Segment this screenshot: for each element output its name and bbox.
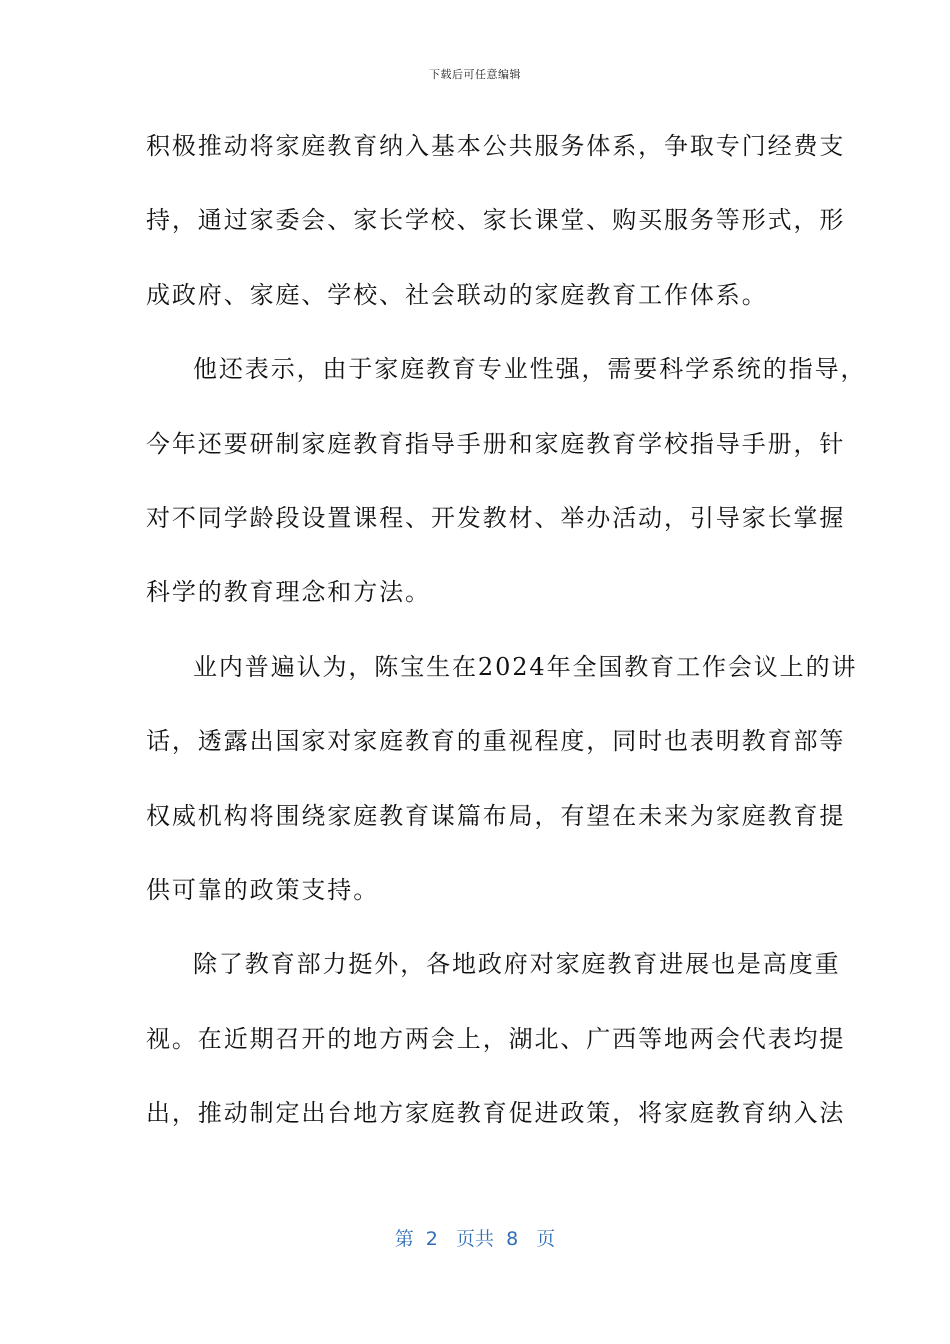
text-line: 对不同学龄段设置课程、开发教材、举办活动，引导家长掌握 xyxy=(146,503,846,532)
page-number-footer: 第 2 页共 8 页 xyxy=(394,1228,556,1250)
text-line: 视。在近期召开的地方两会上，湖北、广西等地两会代表均提 xyxy=(146,1024,846,1053)
paragraph-start-line: 他还表示，由于家庭教育专业性强，需要科学系统的指导， xyxy=(193,355,867,384)
text-line: 出，推动制定出台地方家庭教育促进政策，将家庭教育纳入法 xyxy=(146,1099,846,1128)
text-line: 积极推动将家庭教育纳入基本公共服务体系，争取专门经费支 xyxy=(146,132,846,160)
page-header: 下载后可任意编辑 xyxy=(429,68,521,81)
text-line: 今年还要研制家庭教育指导手册和家庭教育学校指导手册，针 xyxy=(146,429,846,458)
text-line: 话，透露出国家对家庭教育的重视程度，同时也表明教育部等 xyxy=(146,727,846,756)
text-line: 持，通过家委会、家长学校、家长课堂、购买服务等形式，形 xyxy=(146,206,846,235)
paragraph-start-line: 除了教育部力挺外，各地政府对家庭教育进展也是高度重 xyxy=(193,950,841,979)
text-line: 权威机构将围绕家庭教育谋篇布局，有望在未来为家庭教育提 xyxy=(146,801,846,830)
paragraph-start-line: 业内普遍认为，陈宝生在2024年全国教育工作会议上的讲 xyxy=(193,652,858,681)
text-line: 成政府、家庭、学校、社会联动的家庭教育工作体系。 xyxy=(146,280,768,309)
text-line: 科学的教育理念和方法。 xyxy=(146,578,431,607)
document-body xyxy=(146,124,867,1165)
text-line: 供可靠的政策支持。 xyxy=(146,875,380,904)
